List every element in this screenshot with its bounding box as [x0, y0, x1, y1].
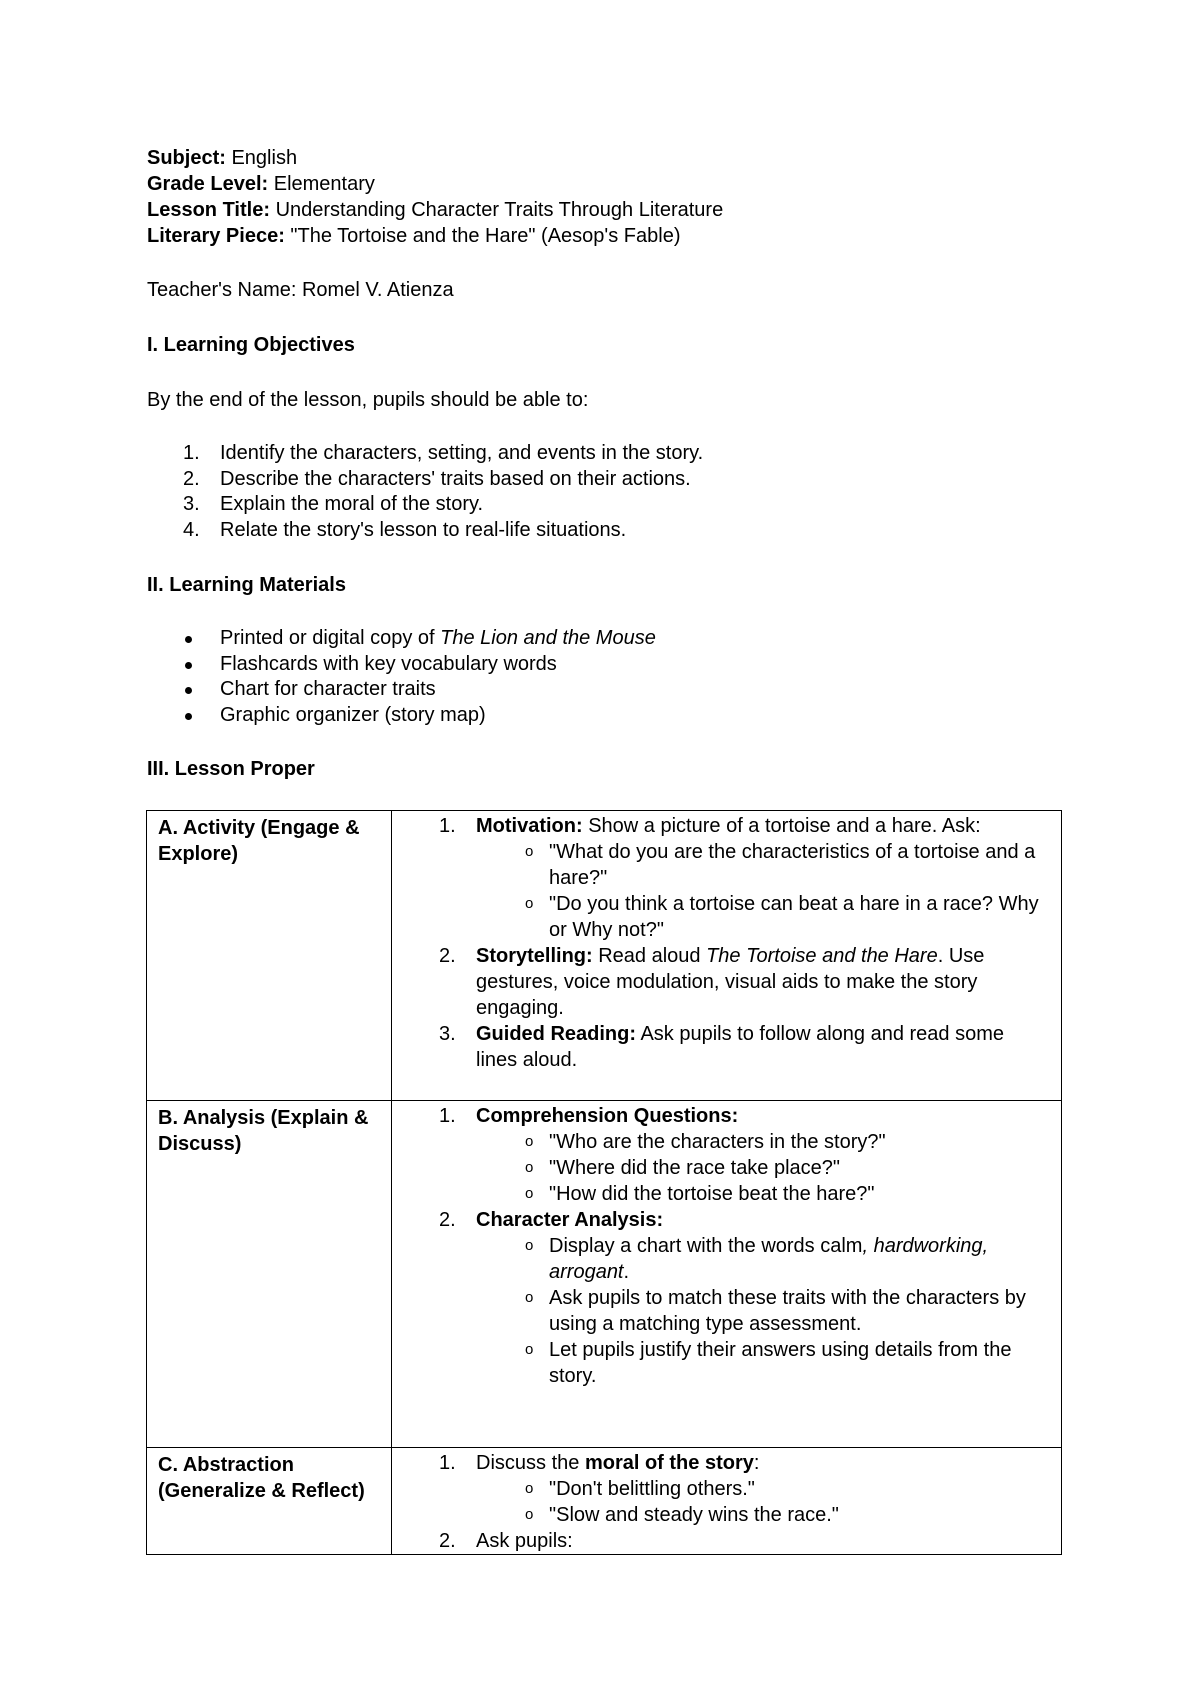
title-line: Lesson Title: Understanding Character Traits Through Literature: [147, 199, 724, 221]
list-item: o "Who are the characters in the story?": [525, 1131, 886, 1153]
lesson-proper-heading: III. Lesson Proper: [147, 758, 315, 780]
materials-list: [147, 626, 656, 728]
objectives-list: [147, 441, 703, 543]
list-item: o "What do you are the characteristics of a tortoise and a hare?": [525, 841, 1036, 889]
list-item: o "Slow and steady wins the race.": [525, 1504, 839, 1526]
list-item: Graphic organizer (story map): [147, 703, 656, 729]
list-item: o Display a chart with the words calm, hardworking, arrogant.: [525, 1235, 989, 1283]
analysis-content: [392, 1101, 1062, 1448]
list-item: 1. Discuss the moral of the story: o "Don't belittling others." o "Slow and steady wins the race.": [392, 1450, 1041, 1528]
lesson-header: [147, 145, 723, 249]
table-row: [147, 811, 1062, 1101]
list-item: 1. Motivation: Show a picture of a tortoise and a hare. Ask: o "What do you are the characteristics of a tortoise and a hare?" o "Do you think a tortoise can beat a hare in a race? Why or Why not?": [392, 813, 1041, 943]
list-item: o "Do you think a tortoise can beat a hare in a race? Why or Why not?": [525, 893, 1039, 941]
lesson-table: [146, 810, 1062, 1555]
list-item: 1. Identify the characters, setting, and events in the story.: [183, 442, 704, 464]
bullet-icon: [185, 687, 192, 694]
list-item: Flashcards with key vocabulary words: [147, 652, 656, 678]
materials-heading: II. Learning Materials: [147, 574, 346, 596]
bullet-icon: [185, 662, 192, 669]
bullet-icon: [185, 636, 192, 643]
grade-line: Grade Level: Elementary: [147, 173, 375, 195]
table-row: [147, 1101, 1062, 1448]
subject-value: English: [231, 147, 298, 169]
list-item: 4. Relate the story's lesson to real-life situations.: [183, 518, 627, 541]
title-value: Understanding Character Traits Through Literature: [275, 199, 724, 221]
list-item: 3. Explain the moral of the story.: [183, 493, 484, 515]
piece-line: Literary Piece: "The Tortoise and the Hare" (Aesop's Fable): [147, 225, 681, 247]
list-item: 2. Storytelling: Read aloud The Tortoise and the Hare. Use gestures, voice modulation, visual aids to make the story engaging.: [439, 945, 985, 1019]
list-item: 1. Comprehension Questions: o "Who are the characters in the story?" o "Where did the race take place?" o "How did the tortoise beat the hare?": [392, 1103, 1041, 1207]
bullet-icon: [185, 713, 192, 720]
list-item: o "How did the tortoise beat the hare?": [525, 1183, 875, 1205]
list-item: o "Where did the race take place?": [525, 1157, 841, 1179]
abstraction-label: C. Abstraction (Generalize & Reflect): [147, 1448, 392, 1555]
grade-value: Elementary: [273, 173, 375, 195]
abstraction-content: [392, 1448, 1062, 1555]
objectives-heading: I. Learning Objectives: [147, 334, 355, 356]
list-item: o Ask pupils to match these traits with the characters by using a matching type assessment.: [525, 1287, 1026, 1335]
list-item: Chart for character traits: [147, 677, 656, 703]
list-item: 2. Describe the characters' traits based on their actions.: [183, 467, 691, 490]
teacher-name: Teacher's Name: Romel V. Atienza: [147, 279, 454, 301]
list-item: 3. Guided Reading: Ask pupils to follow along and read some lines aloud.: [439, 1023, 1004, 1071]
list-item: Printed or digital copy of The Lion and the Mouse: [147, 626, 656, 652]
objectives-intro: By the end of the lesson, pupils should be able to:: [147, 389, 589, 411]
activity-label: A. Activity (Engage & Explore): [147, 811, 392, 1101]
analysis-label: B. Analysis (Explain & Discuss): [147, 1101, 392, 1448]
list-item: 2. Character Analysis: o Display a chart with the words calm, hardworking, arrogant. o Ask pupils to match these traits with the characters by using a matching type assessment. o Let pupils justify their answers using details from the story.: [392, 1207, 1041, 1389]
subject-line: Subject: English: [147, 147, 298, 169]
list-item: o Let pupils justify their answers using details from the story.: [525, 1339, 1012, 1387]
activity-content: [392, 811, 1062, 1101]
piece-value: "The Tortoise and the Hare" (Aesop's Fable): [290, 225, 681, 247]
list-item: o "Don't belittling others.": [525, 1478, 755, 1500]
table-row: [147, 1448, 1062, 1555]
list-item: 2. Ask pupils:: [439, 1530, 573, 1552]
